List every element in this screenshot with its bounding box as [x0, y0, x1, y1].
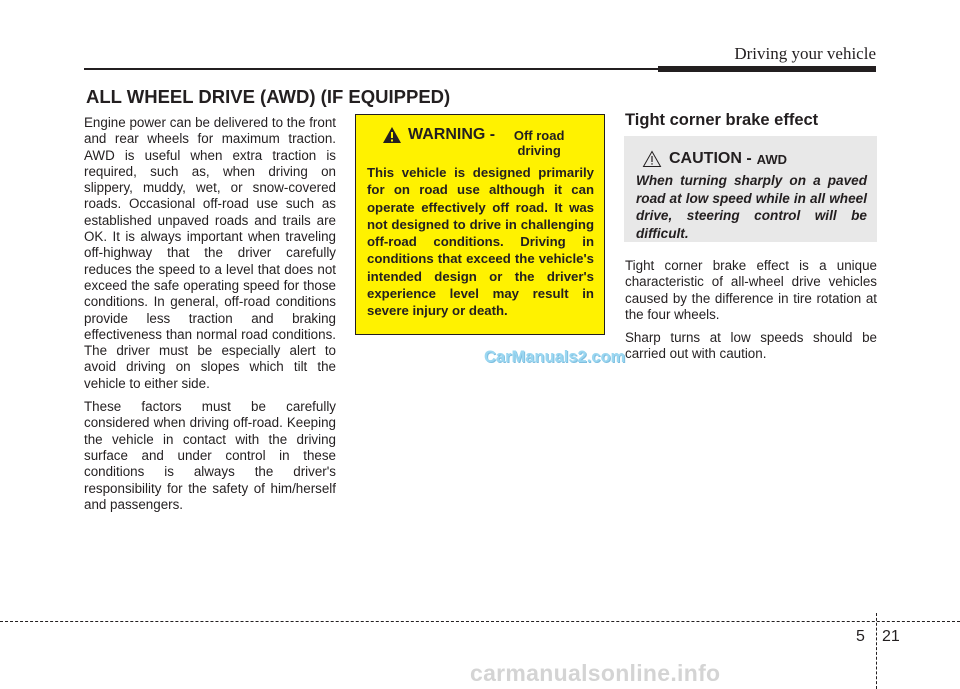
section-heading: Tight corner brake effect	[625, 111, 819, 129]
caution-subject: AWD	[756, 151, 787, 167]
caution-triangle-icon	[642, 150, 662, 168]
caution-text: When turning sharply on a paved road at low speed while in all wheel drive, steering control will be difficult.	[636, 173, 867, 241]
body-column-left	[84, 115, 336, 520]
page-title: ALL WHEEL DRIVE (AWD) (IF EQUIPPED)	[86, 86, 451, 107]
body-paragraph: These factors must be carefully considered when driving off-road. Keeping the vehicle in contact with the driving surface and under control in these conditions is always the driver's responsibility for the safety of him/herself and passengers.	[84, 399, 336, 512]
warning-text: This vehicle is designed primarily for on road use although it can operate effectively off road. It was not designed to drive in challenging off-road conditions. Driving in conditions that exceed the vehicle's intended design or the driver's experience level may result in severe injury or death.	[367, 165, 594, 319]
body-column-right	[625, 258, 877, 370]
page-number-divider	[876, 613, 877, 689]
warning-box	[355, 114, 605, 335]
body-paragraph: Engine power can be delivered to the front and rear wheels for maximum traction. AWD is useful when extra traction is required, such as, when driving on slippery, muddy, wet, or snow-covered roads. Occasional off-road use such as established unpaved roads and trails are OK. It is always important when traveling off-highway that the driver carefully reduces the speed to a level that does not exceed the safe operating speed for those conditions. In general, off-road conditions provide less traction and braking effectiveness than normal road conditions. The driver must be especially alert to avoid driving on slopes which tilt the vehicle to either side.	[84, 115, 336, 391]
body-paragraph: Sharp turns at low speeds should be carried out with caution.	[625, 330, 877, 362]
header-rule-accent	[658, 66, 876, 72]
caution-label: CAUTION -	[669, 150, 752, 167]
running-header: Driving your vehicle	[734, 44, 876, 63]
warning-triangle-icon	[382, 126, 402, 144]
footer-rule	[0, 621, 960, 622]
warning-label: WARNING -	[408, 126, 496, 143]
chapter-number: 5	[856, 628, 865, 645]
page-number: 21	[882, 628, 900, 645]
caution-header	[636, 148, 867, 170]
warning-header	[367, 126, 594, 160]
warning-subject: Off road driving	[513, 128, 565, 158]
watermark-carmanualsonline: carmanualsonline.info	[470, 660, 721, 686]
body-paragraph: Tight corner brake effect is a unique characteristic of all-wheel drive vehicles caused by the difference in tire rotation at the four wheels.	[625, 258, 877, 322]
caution-box	[624, 136, 877, 242]
watermark-carmanuals: CarManuals2.com	[484, 348, 626, 366]
